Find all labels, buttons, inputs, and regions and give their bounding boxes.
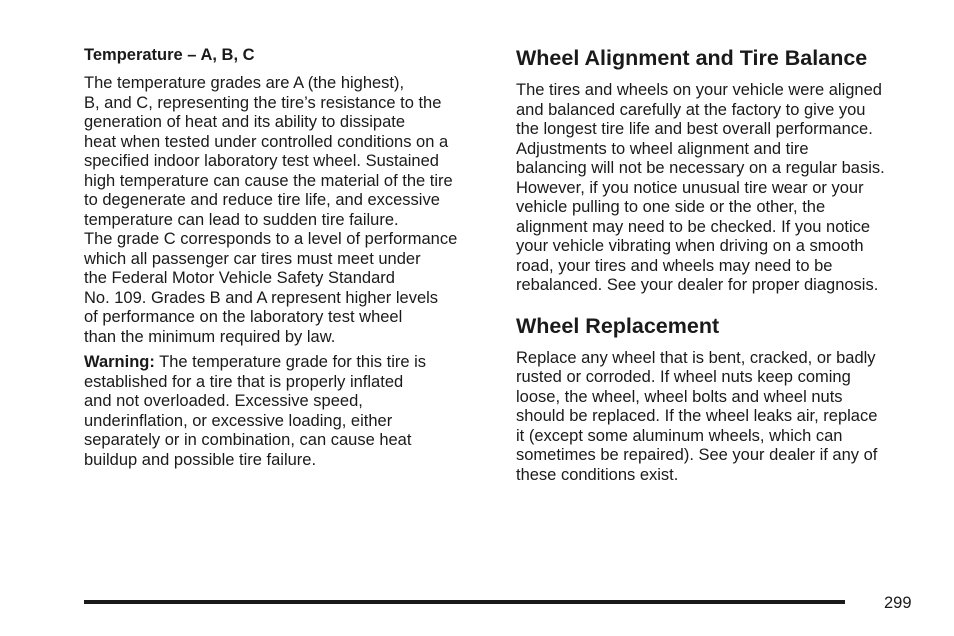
- text-line: these conditions exist.: [516, 465, 679, 484]
- text-line: rebalanced. See your dealer for proper diagnosis.: [516, 276, 879, 294]
- temperature-grades-paragraph: [84, 74, 494, 347]
- text-line: to degenerate and reduce tire life, and excessive: [84, 191, 440, 209]
- text-line: established for a tire that is properly inflated: [84, 372, 404, 391]
- text-line: your vehicle vibrating when driving on a smooth: [516, 237, 864, 255]
- right-column: [516, 45, 926, 485]
- text-line: of performance on the laboratory test wheel: [84, 308, 403, 326]
- text-line: balancing will not be necessary on a regular basis.: [516, 159, 885, 177]
- text-line: underinflation, or excessive loading, either: [84, 411, 393, 430]
- text-line: generation of heat and its ability to dissipate: [84, 113, 406, 131]
- text-line: the longest tire life and best overall performance.: [516, 120, 873, 138]
- text-line: and balanced carefully at the factory to give you: [516, 100, 866, 119]
- wheel-replacement-heading: Wheel Replacement: [516, 313, 720, 338]
- warning-label: Warning:: [84, 353, 155, 371]
- text-line: Replace any wheel that is bent, cracked, or badly: [516, 348, 876, 367]
- text-line: rusted or corroded. If wheel nuts keep coming: [516, 368, 851, 386]
- text-line: specified indoor laboratory test wheel. Sustained: [84, 152, 439, 170]
- temperature-subheading: Temperature – A, B, C: [84, 46, 255, 64]
- text-line: and not overloaded. Excessive speed,: [84, 392, 363, 410]
- left-column: [84, 45, 494, 470]
- text-line: should be replaced. If the wheel leaks air, replace: [516, 407, 878, 425]
- text-line: separately or in combination, can cause heat: [84, 431, 412, 449]
- text-line: vehicle pulling to one side or the other, the: [516, 198, 826, 216]
- text-line: alignment may need to be checked. If you notice: [516, 217, 871, 236]
- text-line: road, your tires and wheels may need to be: [516, 256, 833, 275]
- text-line: than the minimum required by law.: [84, 327, 336, 346]
- text-line: it (except some aluminum wheels, which can: [516, 426, 843, 445]
- text-line: The temperature grades are A (the highest),: [84, 74, 405, 92]
- text-line: the Federal Motor Vehicle Safety Standard: [84, 269, 395, 287]
- temperature-warning-paragraph: [84, 353, 494, 470]
- page-number: 299: [884, 594, 912, 612]
- text-line: The grade C corresponds to a level of performance: [84, 230, 458, 248]
- warning-remaining-lines: [84, 373, 494, 471]
- wheel-alignment-heading: Wheel Alignment and Tire Balance: [516, 46, 868, 70]
- text-line: loose, the wheel, wheel bolts and wheel nuts: [516, 387, 843, 406]
- text-line: which all passenger car tires must meet under: [84, 249, 421, 268]
- text-line: B, and C, representing the tire’s resistance to the: [84, 93, 442, 112]
- text-line: No. 109. Grades B and A represent higher levels: [84, 288, 439, 307]
- text-line: sometimes be repaired). See your dealer if any of: [516, 446, 878, 464]
- text-line: heat when tested under controlled conditions on a: [84, 132, 449, 151]
- text-line: Adjustments to wheel alignment and tire: [516, 139, 809, 158]
- text-line: The tires and wheels on your vehicle were aligned: [516, 81, 882, 99]
- wheel-replacement-paragraph: [516, 349, 926, 486]
- footer-rule: [84, 600, 845, 604]
- text-line: However, if you notice unusual tire wear or your: [516, 178, 864, 197]
- text-line: buildup and possible tire failure.: [84, 450, 317, 469]
- text-line: high temperature can cause the material of the tire: [84, 171, 453, 190]
- warning-first-line-text: The temperature grade for this tire is: [154, 353, 427, 371]
- warning-first-line: [84, 353, 494, 373]
- wheel-alignment-paragraph: [516, 81, 926, 296]
- text-line: temperature can lead to sudden tire failure.: [84, 210, 399, 229]
